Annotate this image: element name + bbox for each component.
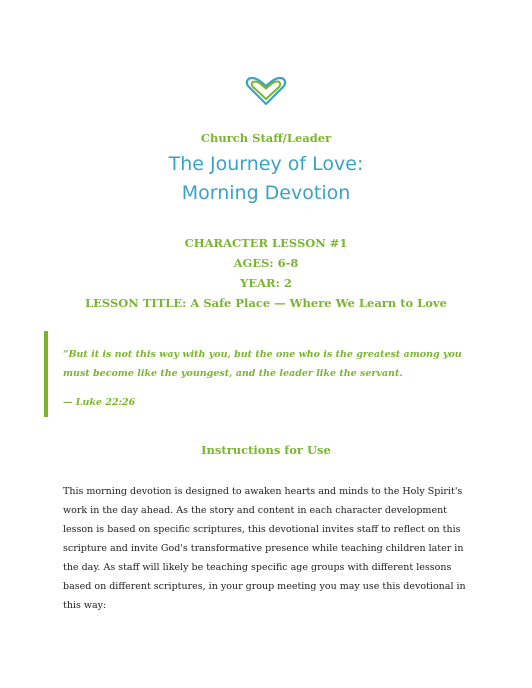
scripture-quote: “But it is not this way with you, but the one who is the greatest among you must become like the youngest, and the leader like the servant. xyxy=(63,349,462,379)
page-title-line-1: The Journey of Love: xyxy=(168,153,364,175)
lesson-title-label: LESSON TITLE: A Safe Place — Where We Learn to Love xyxy=(85,296,447,310)
instructions-heading: Instructions for Use xyxy=(201,443,331,457)
audience-label: Church Staff/Leader xyxy=(200,131,332,145)
ages-label: AGES: 6-8 xyxy=(233,256,299,270)
scripture-reference: — Luke 22:26 xyxy=(63,397,136,408)
page-title-line-2: Morning Devotion xyxy=(181,182,351,204)
character-lesson-label: CHARACTER LESSON #1 xyxy=(184,236,348,250)
quote-accent-bar xyxy=(44,331,48,417)
year-label: YEAR: 2 xyxy=(240,276,292,290)
instructions-body: This morning devotion is designed to awaken hearts and minds to the Holy Spirit's work in the day ahead. As the story and content in each character development lesson is based on specific scriptures, this devotional invites staff to reflect on this scripture and invite God's transformative presence while teaching children later in the day. As staff will likely be teaching specific age groups with different lessons based on different scriptures, in your group meeting you may use this devotional in this way: xyxy=(63,486,466,611)
heart-icon xyxy=(245,76,287,106)
